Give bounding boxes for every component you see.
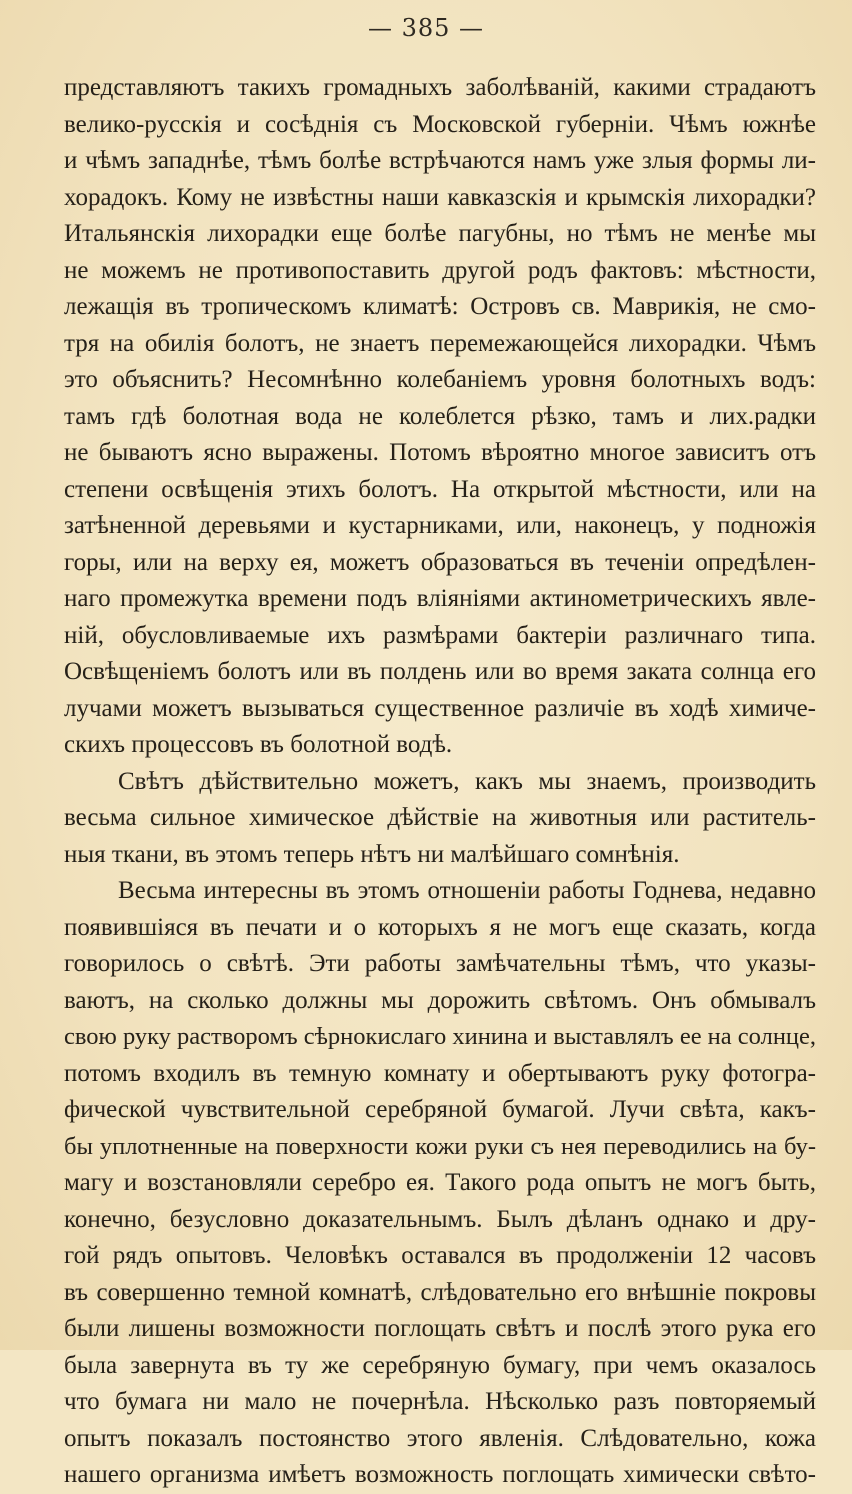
text-line: Весьма интересны въ этомъ отношеніи работы Годнева, недавно <box>118 877 816 904</box>
text-line: Освѣщеніемъ болотъ или въ полдень или во время заката солнца его <box>64 658 816 685</box>
text-line: Свѣтъ дѣйствительно можетъ, какъ мы знаемъ, производить <box>118 767 816 795</box>
text-line: тамъ гдѣ болотная вода не колеблется рѣзко, тамъ и лих.радки <box>64 402 816 430</box>
text-line: опытъ показалъ постоянство этого явленія. Слѣдовательно, кожа <box>64 1424 816 1452</box>
page-number: — 385 — <box>367 14 485 42</box>
text-line: нашего организма имѣетъ возможность поглощать химически свѣто- <box>64 1461 816 1488</box>
text-line: лежащія въ тропическомъ климатѣ: Островъ св. Маврикія, не смо- <box>64 293 816 320</box>
text-line: въ совершенно темной комнатѣ, слѣдовательно его внѣшніе покровы <box>64 1278 816 1306</box>
text-line: были лишены возможности поглощать свѣтъ и послѣ этого рука его <box>64 1315 816 1342</box>
text-line: свою руку растворомъ сѣрнокислаго хинина и выставлялъ ее на солнце, <box>64 1023 816 1050</box>
text-line: затѣненной деревьями и кустарниками, или, наконецъ, у подножія <box>64 512 816 539</box>
text-line: Итальянскія лихорадки еще болѣе пагубны, но тѣмъ не менѣе мы <box>64 220 816 247</box>
text-line: не бываютъ ясно выражены. Потомъ вѣроятно многое зависитъ отъ <box>64 439 816 466</box>
text-line: хорадокъ. Кому не извѣстны наши кавказскія и крымскія лихорадки? <box>64 183 816 211</box>
text-line: степени освѣщенія этихъ болотъ. На открытой мѣстности, или на <box>64 475 816 503</box>
text-line: была завернута въ ту же серебряную бумагу, при чемъ оказалось <box>64 1351 816 1379</box>
text-line: не можемъ не противопоставить другой родъ фактовъ: мѣстности, <box>64 256 816 284</box>
body-text <box>64 70 816 1494</box>
text-line: велико-русскія и сосѣднія съ Московской губерніи. Чѣмъ южнѣе <box>64 110 816 138</box>
text-line: это объяснить? Несомнѣнно колебаніемъ уровня болотныхъ водъ: <box>64 366 816 393</box>
text-line: ныя ткани, въ этомъ теперь нѣтъ ни малѣйшаго сомнѣнія. <box>64 840 680 868</box>
text-line: горы, или на верху ея, можетъ образоваться въ теченіи опредѣлен- <box>64 548 816 576</box>
text-line: говорилось о свѣтѣ. Эти работы замѣчательны тѣмъ, что указы- <box>64 950 816 977</box>
text-line: представляютъ такихъ громадныхъ заболѣваній, какими страдаютъ <box>64 74 816 101</box>
text-line: весьма сильное химическое дѣйствіе на животныя или раститель- <box>64 804 816 831</box>
text-line: лучами можетъ вызываться существенное различіе въ ходѣ химиче- <box>64 694 816 722</box>
text-line: ній, обусловливаемые ихъ размѣрами бактеріи различнаго типа. <box>64 621 816 649</box>
text-line: наго промежутка времени подъ вліяніями актинометрическихъ явле- <box>64 585 816 612</box>
text-line: тря на обилія болотъ, не знаетъ перемежающейся лихорадки. Чѣмъ <box>64 329 816 357</box>
text-line: ваютъ, на сколько должны мы дорожить свѣтомъ. Онъ обмывалъ <box>64 986 816 1014</box>
text-line: скихъ процессовъ въ болотной водѣ. <box>64 731 453 758</box>
text-line: и чѣмъ западнѣе, тѣмъ болѣе встрѣчаются намъ уже злыя формы ли- <box>64 147 816 174</box>
text-line: что бумага ни мало не почернѣла. Нѣсколько разъ повторяемый <box>64 1388 816 1415</box>
text-line: конечно, безусловно доказательнымъ. Былъ дѣланъ однако и дру- <box>64 1205 816 1233</box>
text-line: магу и возстановляли серебро ея. Такого рода опытъ не могъ быть, <box>64 1169 816 1196</box>
text-line: потомъ входилъ въ темную комнату и обертываютъ руку фотогра- <box>64 1059 816 1087</box>
text-line: фической чувствительной серебряной бумагой. Лучи свѣта, какъ- <box>64 1096 816 1123</box>
text-line: появившіяся въ печати и о которыхъ я не могъ еще сказать, когда <box>64 913 816 941</box>
text-line: бы уплотненные на поверхности кожи руки съ нея переводились на бу- <box>64 1132 816 1160</box>
text-line: гой рядъ опытовъ. Человѣкъ оставался въ продолженіи 12 часовъ <box>64 1242 816 1269</box>
